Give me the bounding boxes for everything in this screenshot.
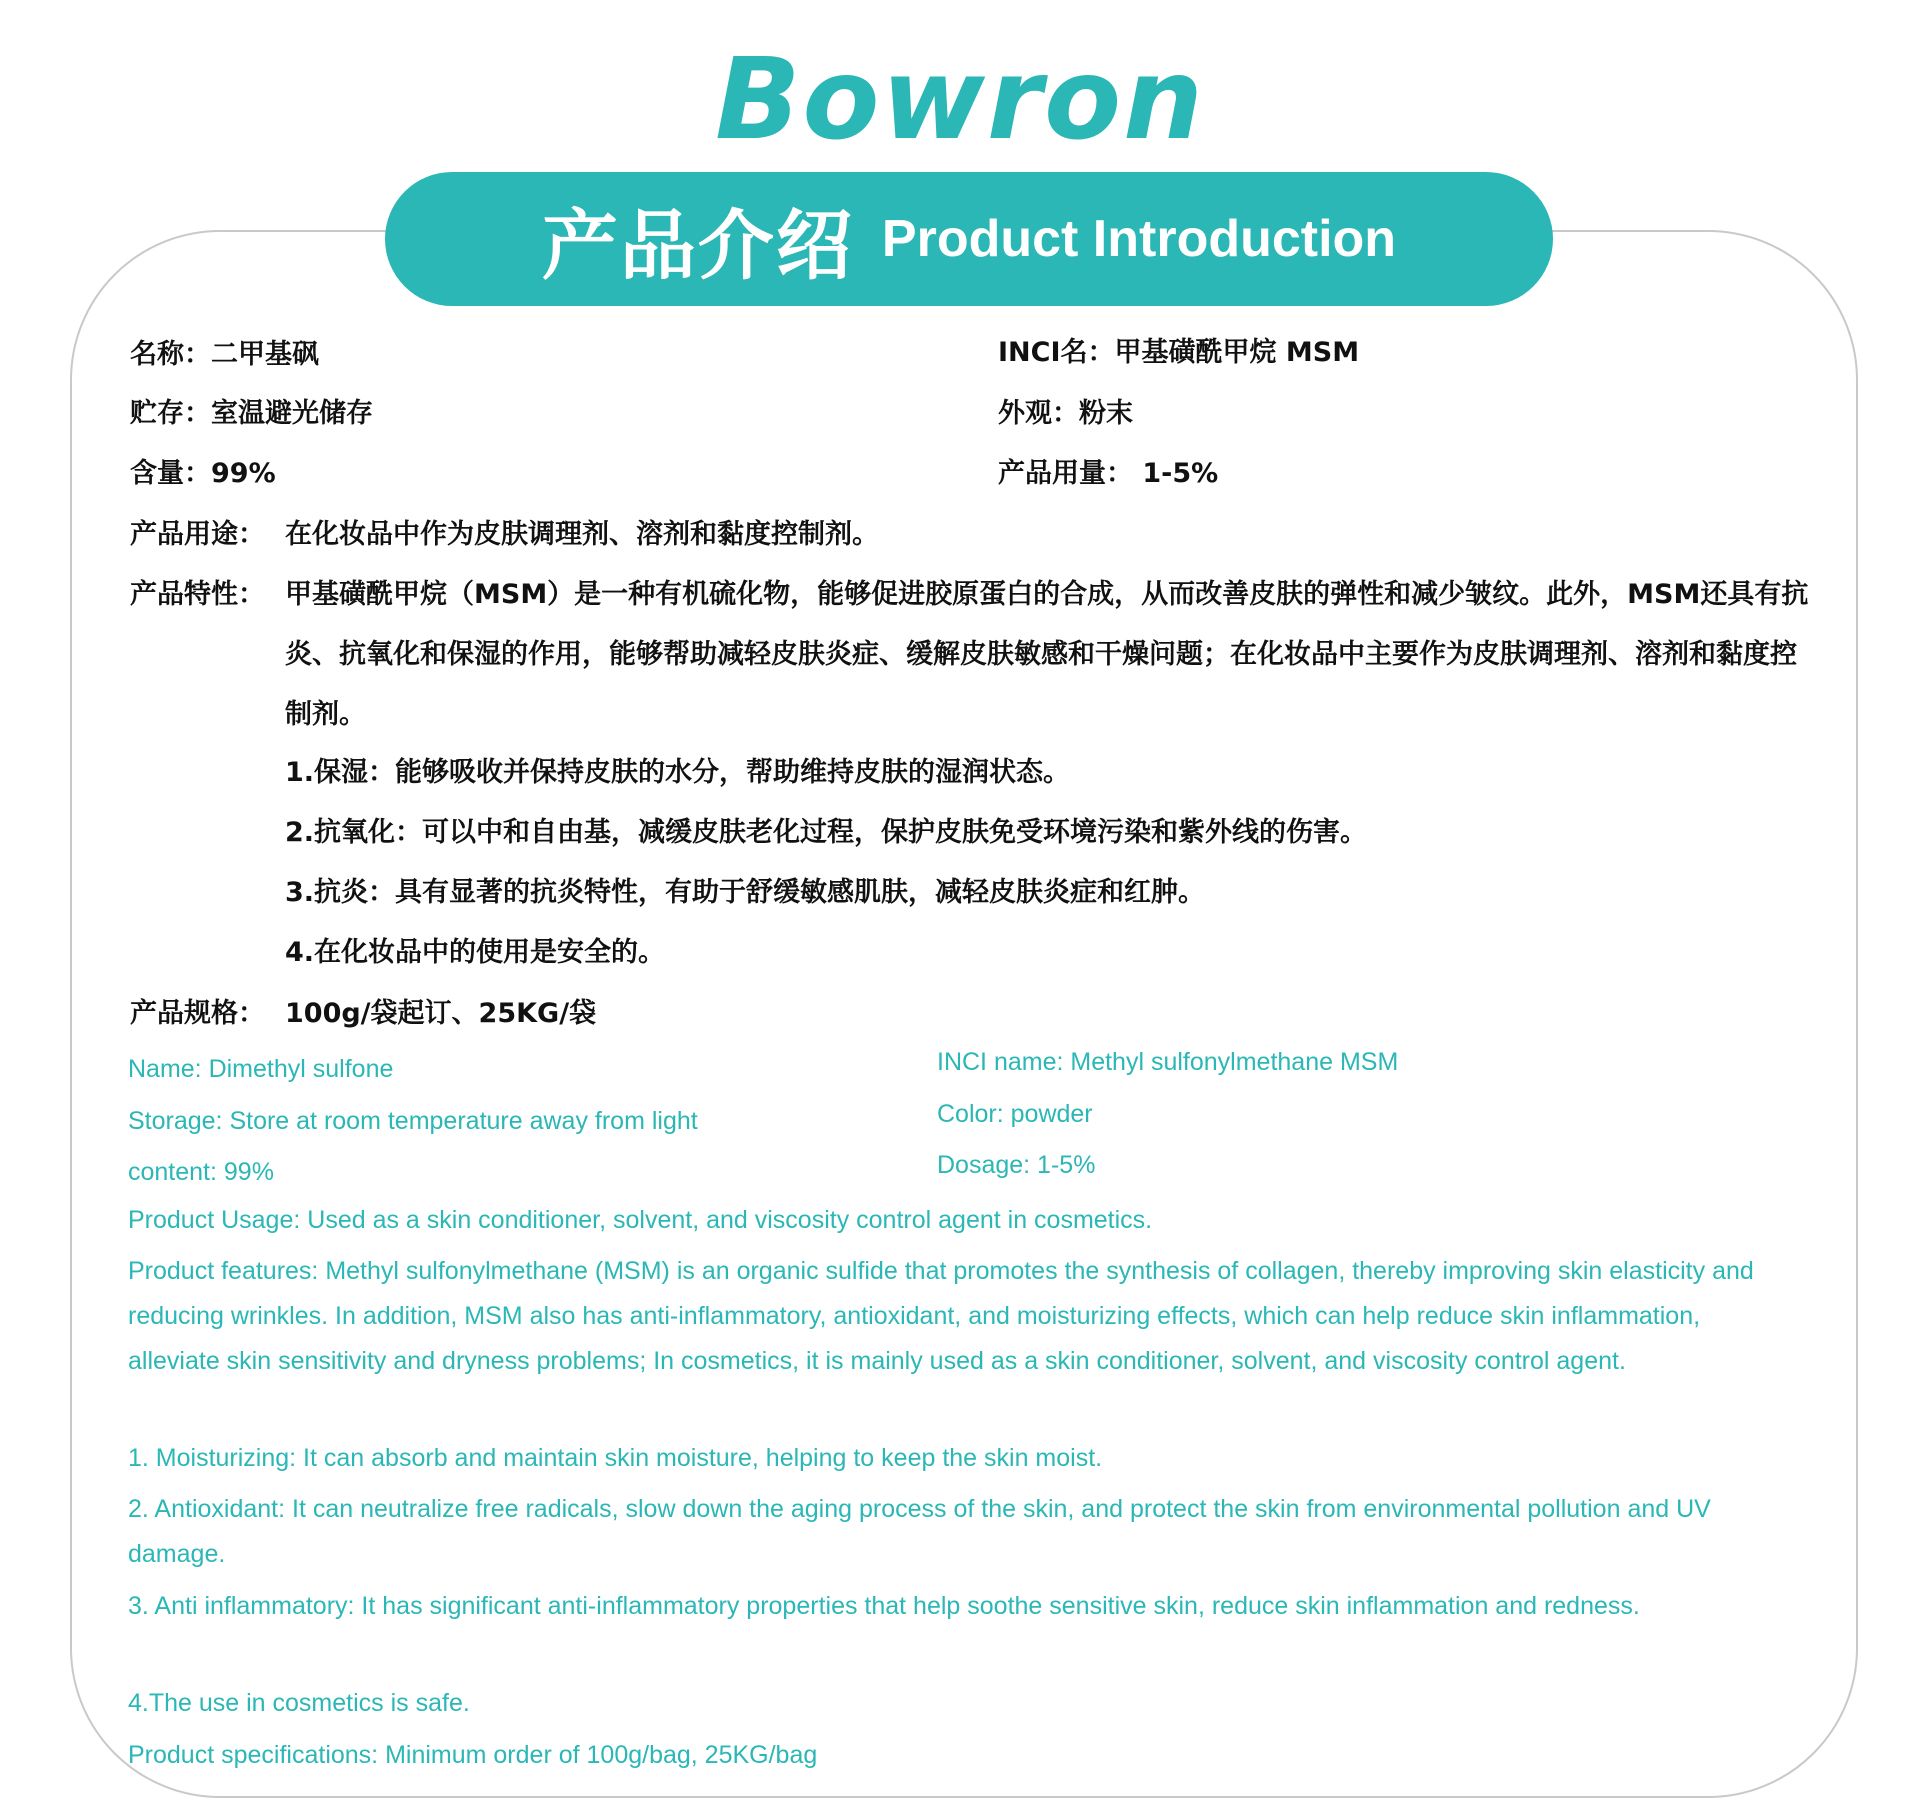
en-content: content: 99% xyxy=(128,1158,274,1186)
banner-title-zh: 产品介绍 xyxy=(541,200,854,290)
en-features: Product features: Methyl sulfonylmethane (MSM) is an organic sulfide that promotes the synthesis of collagen, thereby improving skin elasticity and reducing wrinkles. In addition, MSM also has anti-inflammatory, antioxidant, and moisturizing effects, which can help reduce skin inflammation, alleviate skin sensitivity and dryness problems; In cosmetics, it is mainly used as a skin conditioner, solvent, and viscosity control agent. xyxy=(128,1257,1754,1375)
zh-content: 含量：99% xyxy=(130,458,276,489)
zh-point-1: 1.保湿：能够吸收并保持皮肤的水分，帮助维持皮肤的湿润状态。 xyxy=(285,757,1071,788)
zh-appearance: 外观：粉末 xyxy=(998,398,1133,429)
zh-spec: 100g/袋起订、25KG/袋 xyxy=(285,998,597,1029)
en-spec: Product specifications: Minimum order of 100g/bag, 25KG/bag xyxy=(128,1741,818,1769)
zh-features-label: 产品特性： xyxy=(130,579,265,610)
en-point-2: 2. Antioxidant: It can neutralize free radicals, slow down the aging process of the skin, and protect the skin from environmental pollution and UV damage. xyxy=(128,1495,1711,1568)
zh-dosage: 产品用量： 1-5% xyxy=(998,458,1219,489)
en-storage: Storage: Store at room temperature away from light xyxy=(128,1107,698,1135)
banner-title-en: Product Introduction xyxy=(881,210,1397,268)
en-dosage: Dosage: 1-5% xyxy=(937,1151,1096,1179)
zh-point-3: 3.抗炎：具有显著的抗炎特性，有助于舒缓敏感肌肤，减轻皮肤炎症和红肿。 xyxy=(285,877,1206,908)
zh-point-2: 2.抗氧化：可以中和自由基，减缓皮肤老化过程，保护皮肤免受环境污染和紫外线的伤害。 xyxy=(285,817,1368,848)
en-point-3: 3. Anti inflammatory: It has significant anti-inflammatory properties that help soothe sensitive skin, reduce skin inflammation and redness. xyxy=(128,1592,1640,1620)
zh-name: 名称：二甲基砜 xyxy=(130,339,319,370)
zh-spec-label: 产品规格： xyxy=(130,998,265,1029)
en-usage: Product Usage: Used as a skin conditioner, solvent, and viscosity control agent in cosmetics. xyxy=(128,1206,1153,1234)
en-color: Color: powder xyxy=(937,1100,1093,1128)
zh-usage: 在化妆品中作为皮肤调理剂、溶剂和黏度控制剂。 xyxy=(285,519,879,550)
brand-logo: Bowron xyxy=(715,35,1205,165)
zh-point-4: 4.在化妆品中的使用是安全的。 xyxy=(285,937,666,968)
en-point-1: 1. Moisturizing: It can absorb and maintain skin moisture, helping to keep the skin moist. xyxy=(128,1444,1103,1472)
en-name: Name: Dimethyl sulfone xyxy=(128,1055,394,1083)
en-point-4: 4.The use in cosmetics is safe. xyxy=(128,1689,470,1717)
zh-features: 甲基磺酰甲烷（MSM）是一种有机硫化物，能够促进胶原蛋白的合成，从而改善皮肤的弹性和减少皱纹。此外，MSM还具有抗炎、抗氧化和保湿的作用，能够帮助减轻皮肤炎症、缓解皮肤敏感和干燥问题；在化妆品中主要作为皮肤调理剂、溶剂和黏度控制剂。 xyxy=(285,579,1809,730)
zh-inci: INCI名：甲基磺酰甲烷 MSM xyxy=(998,337,1360,368)
zh-storage: 贮存：室温避光储存 xyxy=(130,398,373,429)
zh-usage-label: 产品用途： xyxy=(130,519,265,550)
en-inci: INCI name: Methyl sulfonylmethane MSM xyxy=(937,1048,1399,1076)
section-banner xyxy=(385,172,1553,306)
